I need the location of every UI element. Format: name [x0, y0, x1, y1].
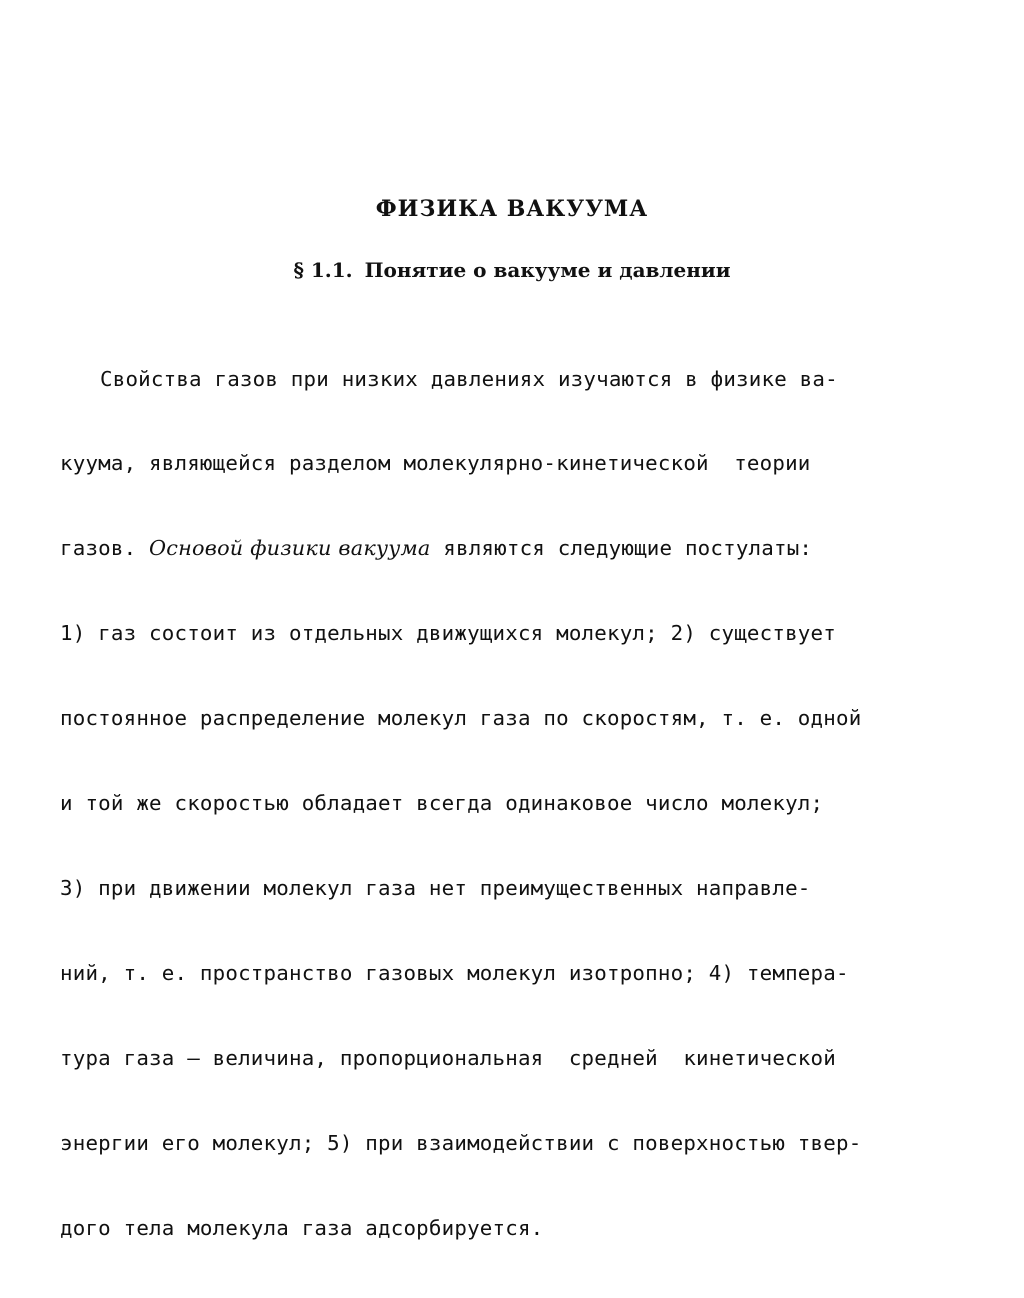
- text-line: ний, т. е. пространство газовых молекул изотропно; 4) темпера-: [60, 960, 849, 985]
- text-line: постоянное распределение молекул газа по скоростям, т. е. одной: [60, 706, 862, 731]
- text-line: [60, 534, 976, 562]
- text-line: тура газа — величина, пропорциональная средней кинетической: [60, 1045, 836, 1070]
- text-line: дого тела молекула газа адсорбируется.: [60, 1215, 544, 1240]
- body-paragraph: [60, 308, 976, 1298]
- text-line: энергии его молекул; 5) при взаимодействии с поверхностью твер-: [60, 1130, 862, 1155]
- section-title: Понятие о вакууме и давлении: [364, 258, 731, 282]
- page-title: ФИЗИКА ВАКУУМА: [375, 196, 649, 222]
- text-segment: газов.: [60, 536, 150, 561]
- text-segment: являются следующие постулаты:: [430, 536, 813, 561]
- text-line: Свойства газов при низких давлениях изучаются в физике ва-: [100, 366, 838, 391]
- italic-phrase: Основой физики вакуума: [149, 536, 431, 561]
- text-line: куума, являющейся разделом молекулярно-кинетической теории: [60, 451, 811, 476]
- section-number: § 1.1.: [293, 258, 353, 282]
- section-heading: [0, 258, 1024, 282]
- text-line: 1) газ состоит из отдельных движущихся молекул; 2) существует: [60, 621, 836, 646]
- text-line: и той же скоростью обладает всегда одинаковое число молекул;: [60, 791, 824, 816]
- text-line: 3) при движении молекул газа нет преимущественных направле-: [60, 875, 811, 900]
